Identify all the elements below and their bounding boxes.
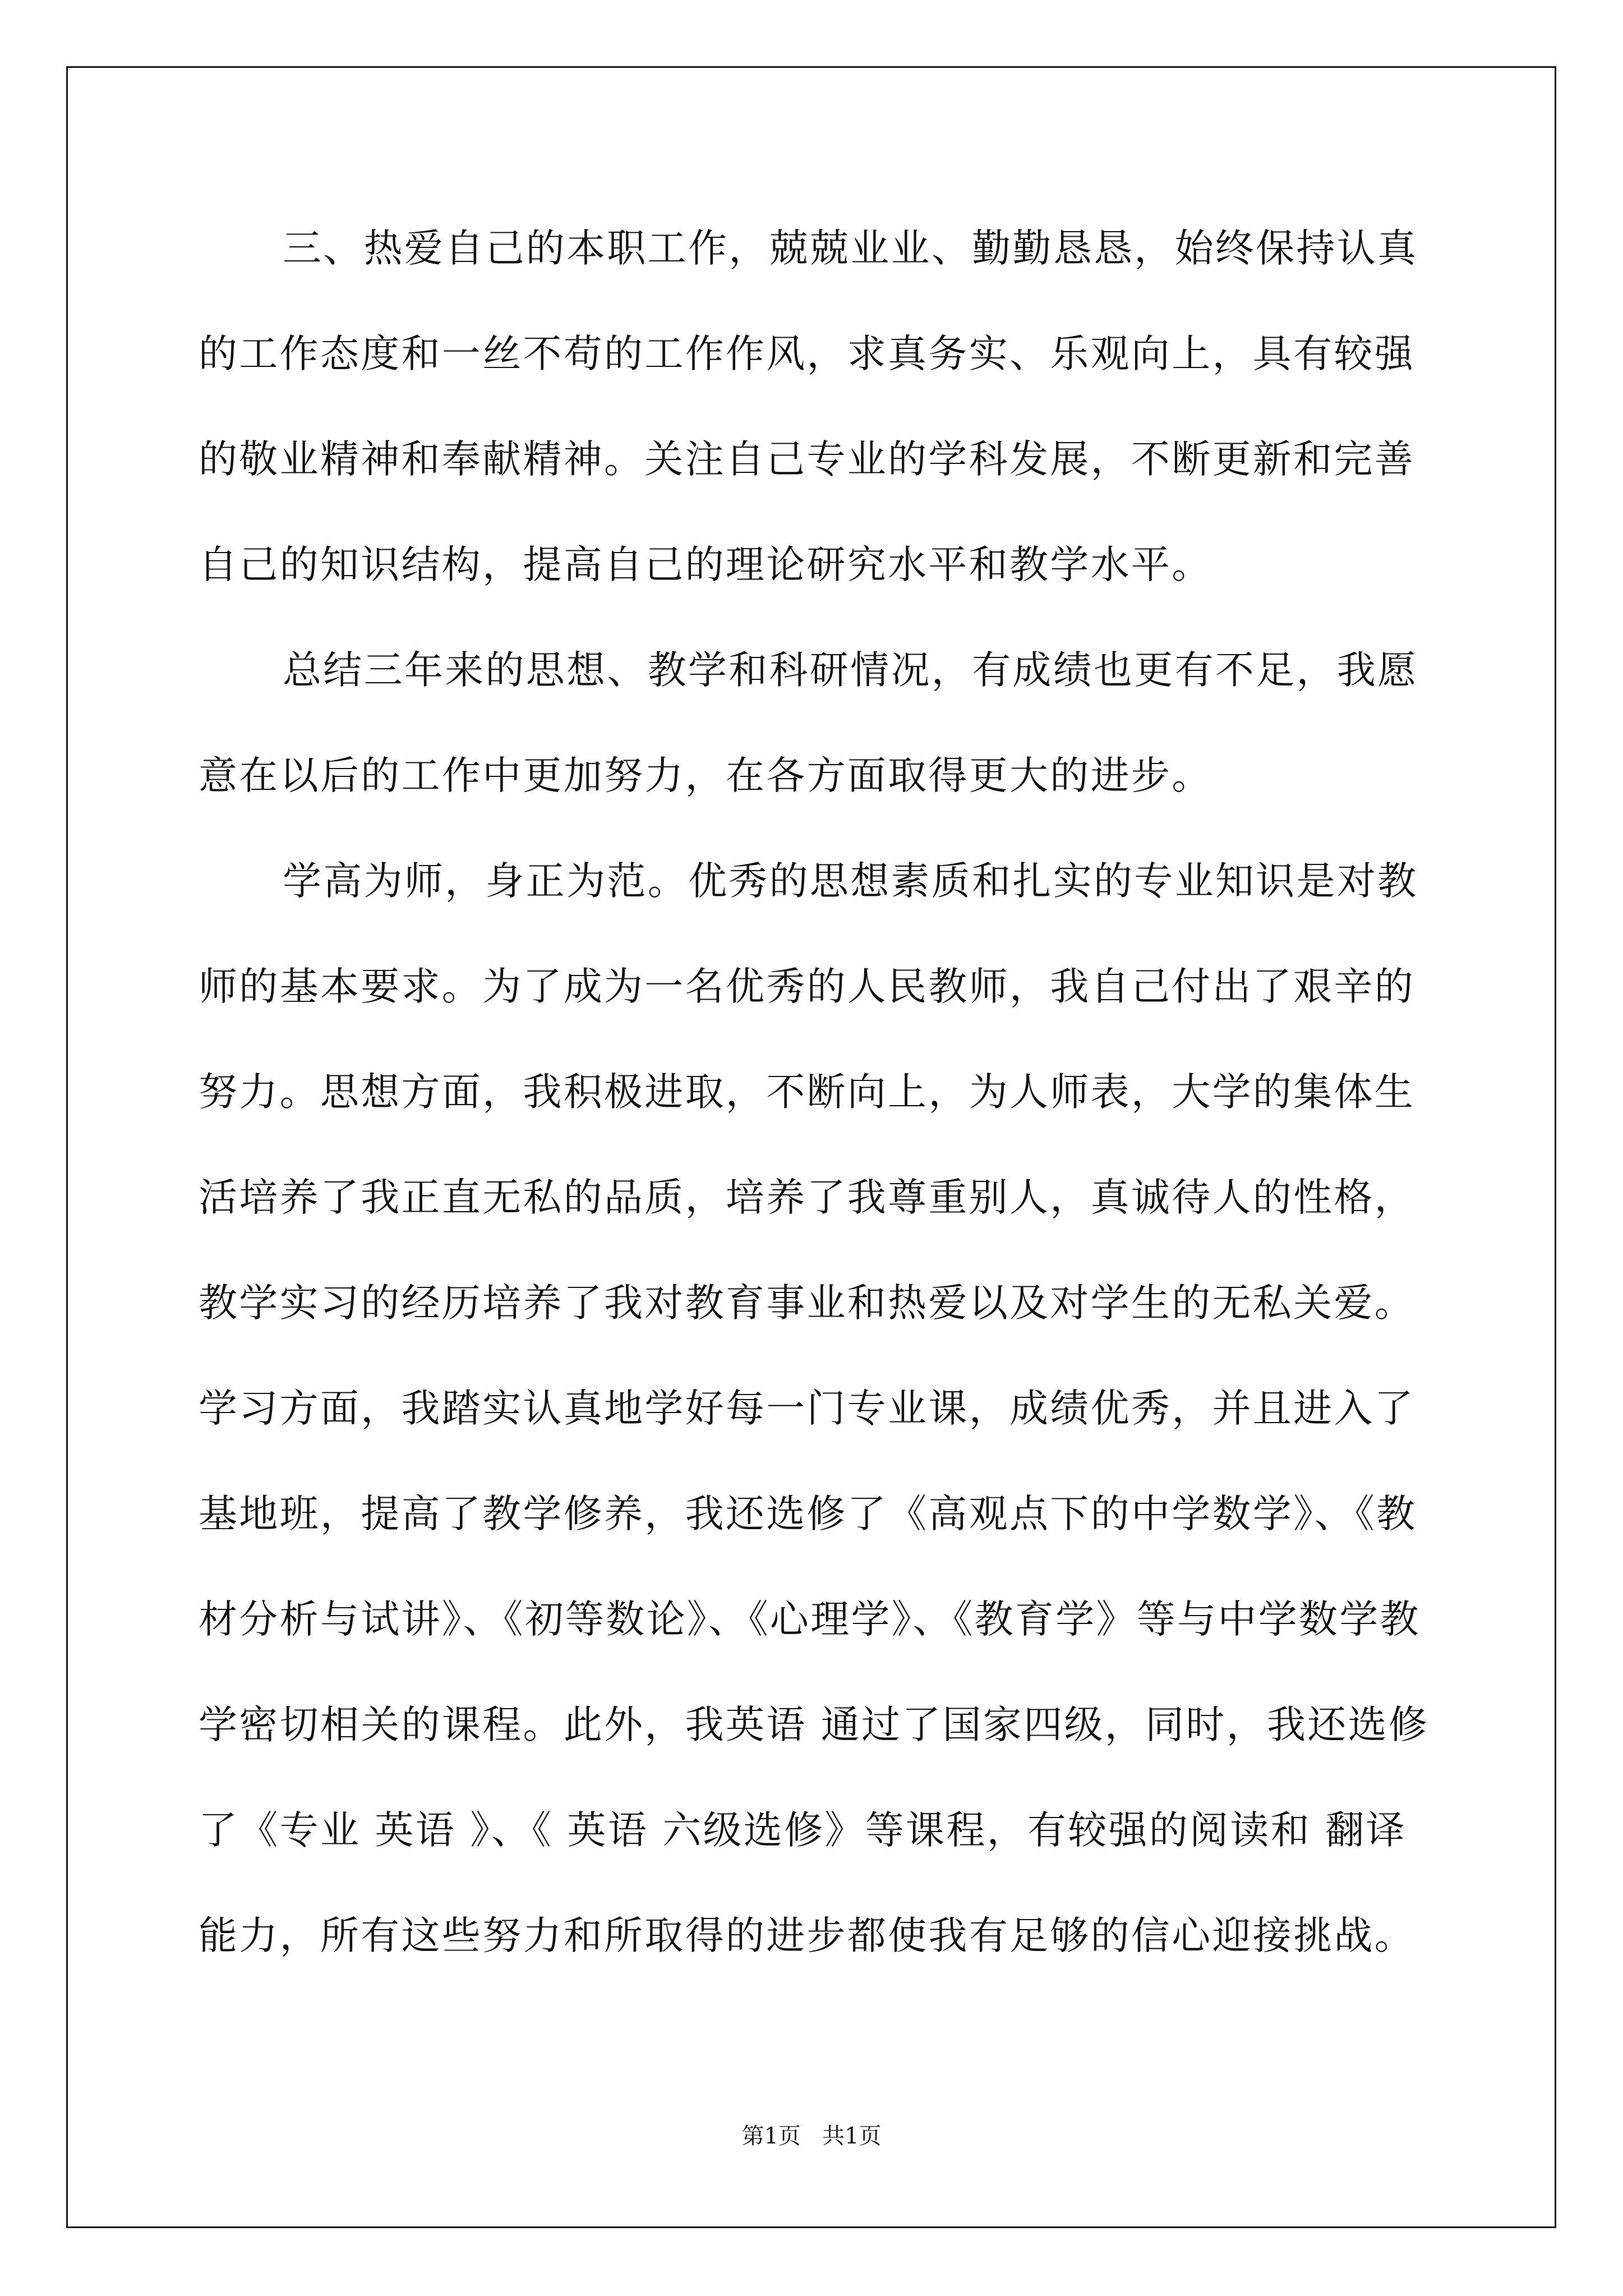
paragraph-1-line-2: 的工作态度和一丝不苟的工作作风，求真务实、乐观向上，具有较强 [199,332,1415,376]
paragraph-3-line-9: 学密切相关的课程。此外，我英语 通过了国家四级，同时，我还选修 [199,1703,1430,1747]
paragraph-2-line-2: 意在以后的工作中更加努力，在各方面取得更大的进步。 [199,753,1212,798]
paragraph-3-line-8: 材分析与试讲》、《初等数论》、《心理学》、《教育学》等与中学数学教 [199,1597,1421,1642]
paragraph-3-line-4: 活培养了我正直无私的品质，培养了我尊重别人，真诚待人的性格， [199,1175,1415,1220]
paragraph-1-line-3: 的敬业精神和奉献精神。关注自己专业的学科发展，不断更新和完善 [199,437,1415,482]
paragraph-3-line-7: 基地班，提高了教学修养，我还选修了《高观点下的中学数学》、《教 [199,1492,1417,1536]
paragraph-1-line-1: 三、热爱自己的本职工作，兢兢业业、勤勤恳恳，始终保持认真 [283,226,1418,271]
paragraph-2-line-1: 总结三年来的思想、教学和科研情况，有成绩也更有不足，我愿 [283,648,1418,693]
document-body [199,218,1430,2010]
paragraph-3-line-2: 师的基本要求。为了成为一名优秀的人民教师，我自己付出了艰辛的 [199,964,1415,1009]
paragraph-3-line-10: 了《专业 英语 》、《 英语 六级选修》等课程，有较强的阅读和 翻译 [199,1808,1407,1853]
page-number-footer: 第1页 共1页 [741,2123,882,2149]
paragraph-3-line-6: 学习方面，我踏实认真地学好每一门专业课，成绩优秀，并且进入了 [199,1386,1415,1431]
paragraph-3-line-11: 能力，所有这些努力和所取得的进步都使我有足够的信心迎接挑战。 [199,1913,1415,1958]
paragraph-3-line-1: 学高为师，身正为范。优秀的思想素质和扎实的专业知识是对教 [283,859,1418,904]
paragraph-1-line-4: 自己的知识结构，提高自己的理论研究水平和教学水平。 [199,542,1212,587]
paragraph-3-line-3: 努力。思想方面，我积极进取，不断向上，为人师表，大学的集体生 [199,1070,1415,1115]
paragraph-3-line-5: 教学实习的经历培养了我对教育事业和热爱以及对学生的无私关爱。 [199,1281,1415,1326]
